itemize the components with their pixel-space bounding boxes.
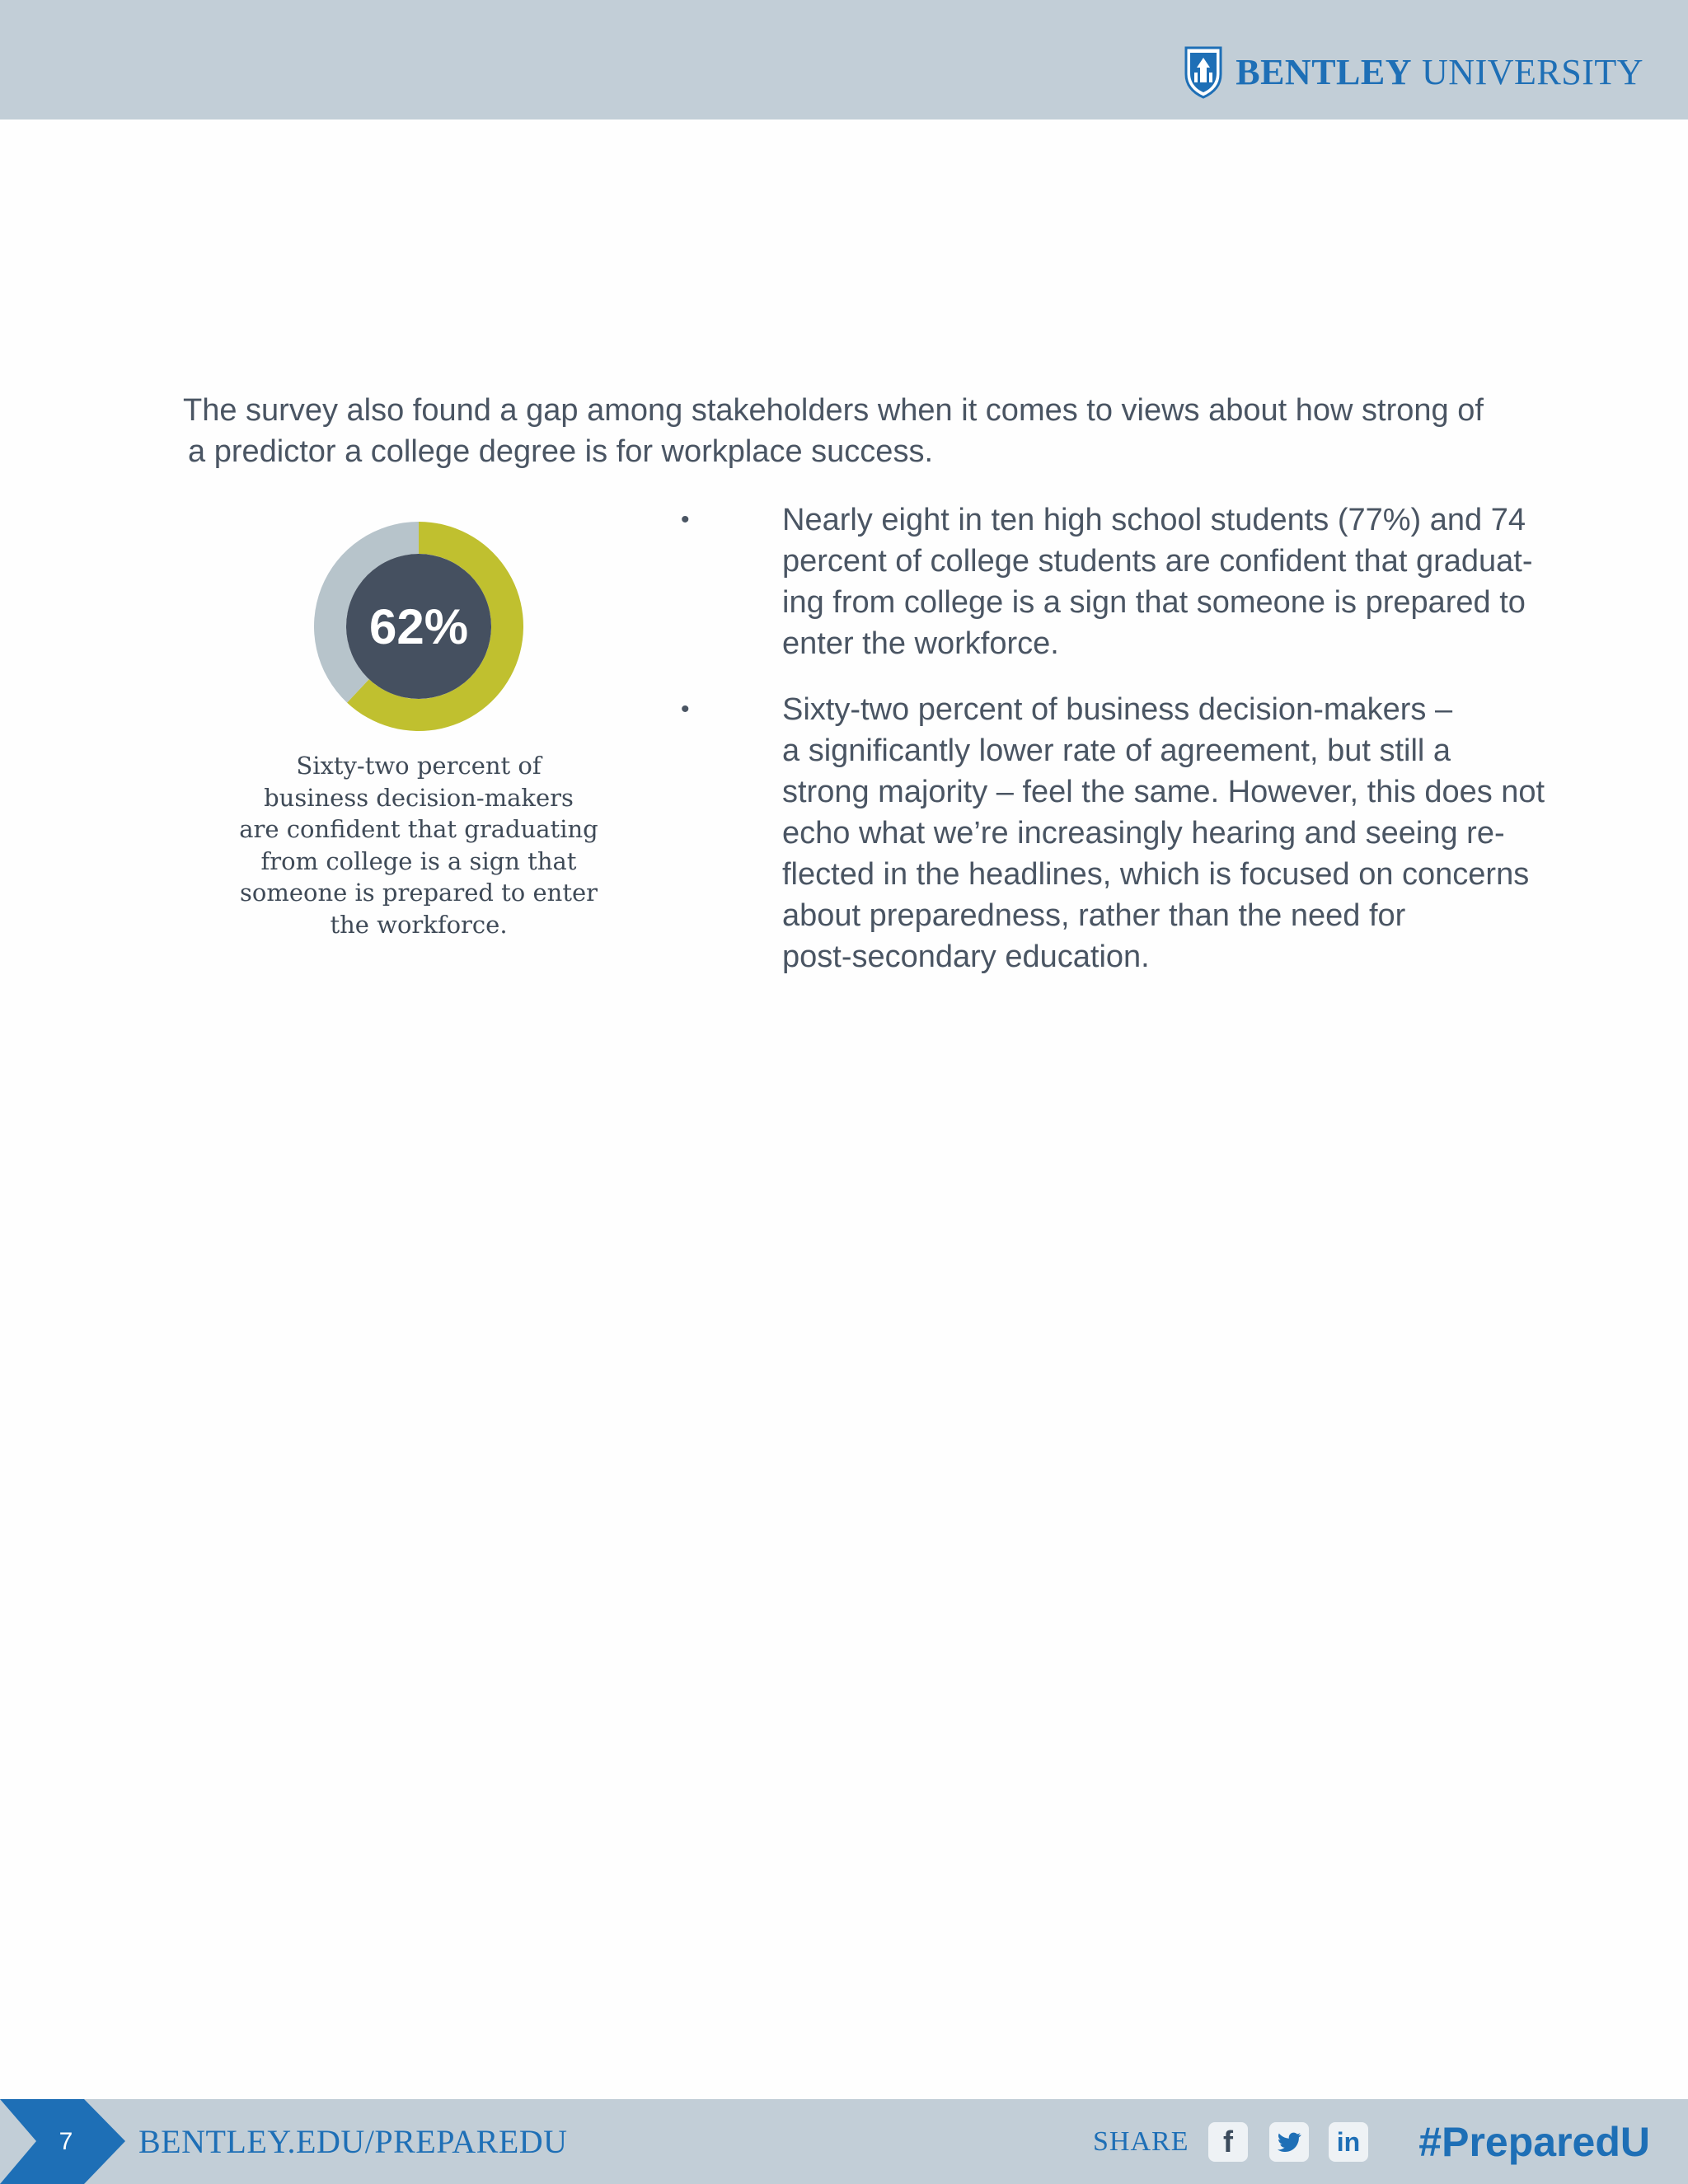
- bullet-line: ing from college is a sign that someone is prepared to: [782, 585, 1526, 620]
- bullet-item: [681, 499, 1629, 664]
- intro-line: a predictor a college degree is for workplace success.: [188, 434, 934, 469]
- header-band: [0, 0, 1688, 120]
- bullet-list: [681, 499, 1629, 1002]
- donut-chart: [312, 519, 526, 733]
- bentley-logo[interactable]: [1183, 43, 1643, 101]
- bentley-shield-icon: [1183, 45, 1224, 99]
- bullet-line: Nearly eight in ten high school students (77%) and 74: [782, 503, 1526, 537]
- caption-line: someone is prepared to enter: [240, 879, 598, 907]
- bullet-line: strong majority – feel the same. However, this does not: [782, 775, 1545, 809]
- bullet-line: flected in the headlines, which is focused on concerns: [782, 857, 1530, 892]
- brand-name: BENTLEY UNIVERSITY: [1236, 51, 1643, 92]
- hashtag[interactable]: #PreparedU: [1418, 2118, 1650, 2165]
- facebook-icon[interactable]: f: [1208, 2122, 1248, 2162]
- caption-line: the workforce.: [330, 910, 508, 939]
- chart-caption: [231, 750, 607, 940]
- donut-center-label: 62%: [368, 598, 469, 654]
- bullet-line: a significantly lower rate of agreement, but still a: [782, 733, 1451, 768]
- bullet-line: percent of college students are confident that graduat-: [782, 544, 1533, 579]
- page-number: 7: [59, 2127, 73, 2155]
- bullet-line: about preparedness, rather than the need for: [782, 898, 1406, 933]
- caption-line: from college is a sign that: [260, 846, 577, 875]
- bullet-line: post-secondary education.: [782, 940, 1150, 974]
- bullet-item: [681, 689, 1629, 977]
- linkedin-icon[interactable]: in: [1329, 2122, 1368, 2162]
- caption-line: Sixty-two percent of: [296, 752, 542, 780]
- intro-line: The survey also found a gap among stakeholders when it comes to views about how strong of: [183, 393, 1484, 428]
- footer-url-link[interactable]: BENTLEY.EDU/PREPAREDU: [138, 2123, 568, 2160]
- bullet-marker: •: [681, 696, 690, 723]
- bullet-line: Sixty-two percent of business decision-makers –: [782, 692, 1453, 727]
- bullet-line: enter the workforce.: [782, 626, 1059, 661]
- caption-line: are confident that graduating: [239, 815, 598, 843]
- caption-line: business decision-makers: [264, 783, 574, 812]
- share-label: SHARE: [1093, 2125, 1189, 2157]
- twitter-icon[interactable]: [1269, 2122, 1309, 2162]
- bullet-line: echo what we’re increasingly hearing and seeing re-: [782, 816, 1505, 851]
- bullet-marker: •: [681, 506, 690, 533]
- intro-paragraph: [181, 390, 1599, 472]
- footer-band: [0, 2099, 1688, 2184]
